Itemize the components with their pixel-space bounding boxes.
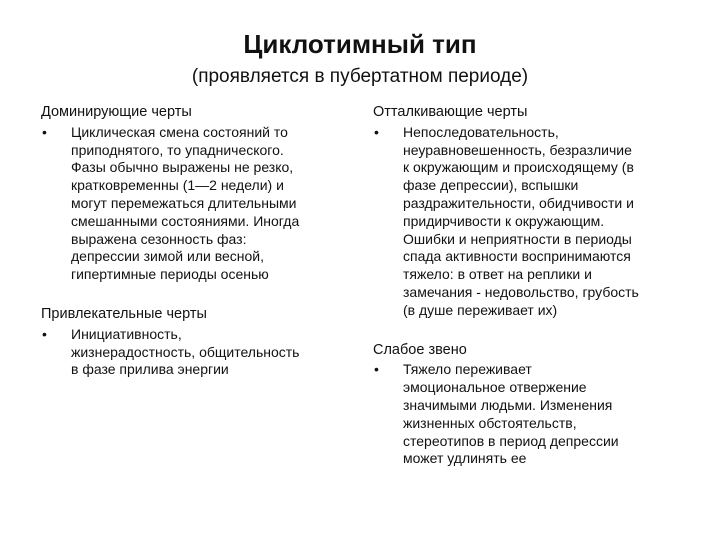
bullet-icon: •: [374, 361, 379, 378]
repulsive-traits-text: Непоследовательность, неуравновешенность, безразличие к окружающим и происходящему (в фазе депрессии), вспышки раздражительности, обидчивости и придирчивости к окружающим. Ошибки и неприятности в периоды спада активности воспринимаются тяжело: в ответ на реплики и замечания - недовольство, грубость (в душе переживает их): [403, 123, 639, 318]
dominant-traits-heading: Доминирующие черты: [41, 104, 192, 120]
bullet-icon: •: [42, 325, 47, 342]
slide-title: Циклотимный тип: [243, 29, 477, 59]
weak-link-item: [373, 361, 693, 468]
repulsive-traits-heading: Отталкивающие черты: [373, 104, 528, 120]
bullet-icon: •: [42, 123, 47, 140]
slide-subtitle: (проявляется в пубертатном периоде): [191, 66, 529, 87]
weak-link-text: Тяжело переживает эмоциональное отвержение значимыми людьми. Изменения жизненных обстоятельств, стереотипов в период депрессии может удлинять ее: [403, 361, 619, 467]
weak-link-section: [373, 342, 693, 469]
attractive-traits-section: [41, 306, 341, 379]
bullet-icon: •: [374, 123, 379, 140]
attractive-traits-text: Инициативность, жизнерадостность, общительность в фазе прилива энергии: [71, 325, 300, 378]
repulsive-traits-section: [373, 104, 693, 320]
weak-link-heading: Слабое звено: [373, 341, 467, 358]
repulsive-traits-item: [373, 124, 693, 320]
attractive-traits-heading: Привлекательные черты: [41, 305, 207, 322]
left-column: [41, 104, 341, 379]
attractive-traits-item: [41, 326, 341, 379]
dominant-traits-section: [41, 104, 341, 284]
dominant-traits-text: Циклическая смена состояний то приподнятого, то упаднического. Фазы обычно выражены не резко, кратковременны (1—2 недели) и могут перемежаться длительными смешанными состояниями. Иногда выражена сезонность фаз: депрессии зимой или весной, гипертимные периоды осенью: [71, 123, 300, 283]
right-column: [373, 104, 693, 468]
dominant-traits-item: [41, 124, 341, 284]
